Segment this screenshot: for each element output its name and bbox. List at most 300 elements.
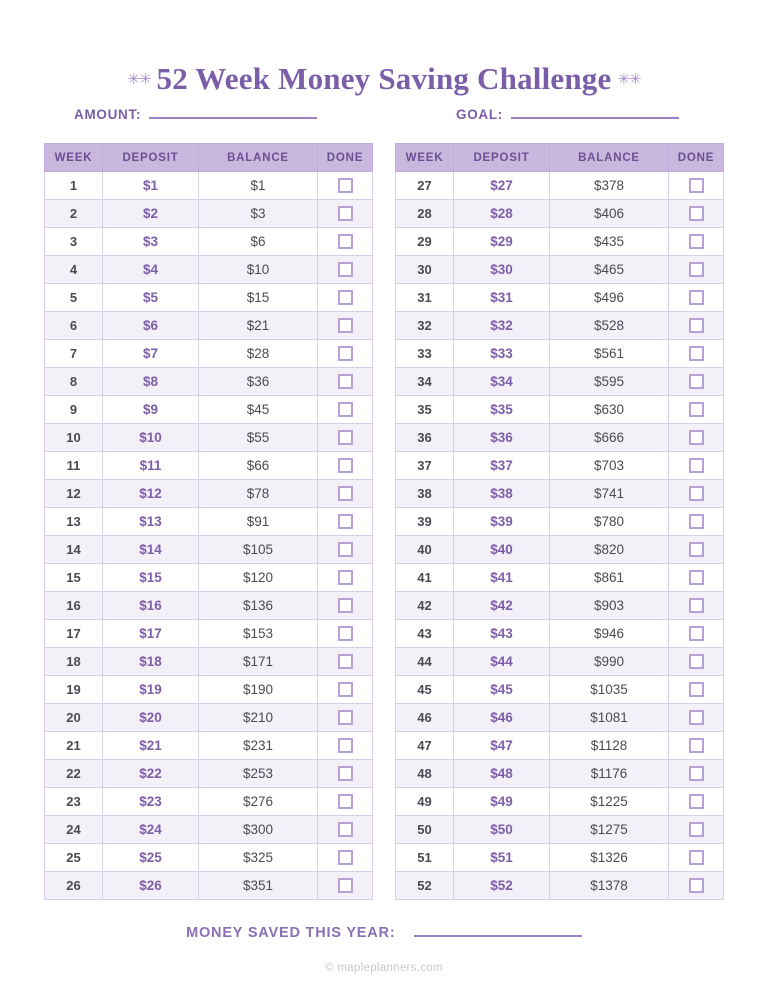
cell-week: 46 <box>396 704 454 732</box>
table-body-second-half <box>396 172 724 900</box>
column-header-week: WEEK <box>396 144 454 172</box>
checkbox-icon[interactable] <box>689 458 704 473</box>
checkbox-icon[interactable] <box>338 738 353 753</box>
table-row <box>45 200 373 228</box>
checkbox-icon[interactable] <box>338 682 353 697</box>
table-row <box>396 228 724 256</box>
cell-week: 28 <box>396 200 454 228</box>
checkbox-icon[interactable] <box>689 514 704 529</box>
cell-done <box>669 732 724 760</box>
checkbox-icon[interactable] <box>338 458 353 473</box>
cell-deposit: $42 <box>454 592 550 620</box>
cell-balance: $28 <box>199 340 318 368</box>
cell-balance: $903 <box>550 592 669 620</box>
cell-done <box>669 200 724 228</box>
cell-week: 37 <box>396 452 454 480</box>
cell-week: 34 <box>396 368 454 396</box>
table-row <box>396 396 724 424</box>
checkbox-icon[interactable] <box>338 626 353 641</box>
cell-deposit: $14 <box>103 536 199 564</box>
checkbox-icon[interactable] <box>338 206 353 221</box>
cell-done <box>318 200 373 228</box>
cell-done <box>318 508 373 536</box>
table-row <box>45 312 373 340</box>
cell-deposit: $31 <box>454 284 550 312</box>
cell-deposit: $18 <box>103 648 199 676</box>
cell-deposit: $51 <box>454 844 550 872</box>
cell-week: 5 <box>45 284 103 312</box>
checkbox-icon[interactable] <box>689 738 704 753</box>
table-row <box>396 844 724 872</box>
cell-week: 52 <box>396 872 454 900</box>
cell-deposit: $28 <box>454 200 550 228</box>
column-header-done: DONE <box>669 144 724 172</box>
checkbox-icon[interactable] <box>689 178 704 193</box>
cell-done <box>669 872 724 900</box>
cell-done <box>318 424 373 452</box>
cell-deposit: $45 <box>454 676 550 704</box>
cell-deposit: $21 <box>103 732 199 760</box>
goal-label: GOAL: <box>456 107 503 122</box>
cell-balance: $741 <box>550 480 669 508</box>
column-header-deposit: DEPOSIT <box>454 144 550 172</box>
cell-week: 15 <box>45 564 103 592</box>
cell-deposit: $24 <box>103 816 199 844</box>
checkbox-icon[interactable] <box>689 318 704 333</box>
cell-done <box>318 844 373 872</box>
table-row <box>45 536 373 564</box>
cell-balance: $496 <box>550 284 669 312</box>
cell-balance: $21 <box>199 312 318 340</box>
site-credit: © mapleplanners.com <box>325 962 443 974</box>
table-row <box>45 480 373 508</box>
checkbox-icon[interactable] <box>689 570 704 585</box>
cell-balance: $1378 <box>550 872 669 900</box>
cell-deposit: $20 <box>103 704 199 732</box>
table-row <box>45 704 373 732</box>
cell-done <box>669 704 724 732</box>
cell-deposit: $12 <box>103 480 199 508</box>
cell-balance: $78 <box>199 480 318 508</box>
table-row <box>396 256 724 284</box>
table-row <box>45 508 373 536</box>
checkbox-icon[interactable] <box>689 234 704 249</box>
cell-week: 23 <box>45 788 103 816</box>
cell-balance: $6 <box>199 228 318 256</box>
cell-week: 43 <box>396 620 454 648</box>
cell-deposit: $49 <box>454 788 550 816</box>
cell-done <box>318 648 373 676</box>
checkbox-icon[interactable] <box>338 514 353 529</box>
cell-deposit: $2 <box>103 200 199 228</box>
table-row <box>396 704 724 732</box>
savings-table-second-half <box>395 143 724 900</box>
cell-balance: $1275 <box>550 816 669 844</box>
table-row <box>45 872 373 900</box>
checkbox-icon[interactable] <box>689 766 704 781</box>
cell-done <box>318 396 373 424</box>
cell-balance: $1128 <box>550 732 669 760</box>
cell-deposit: $7 <box>103 340 199 368</box>
cell-week: 12 <box>45 480 103 508</box>
checkbox-icon[interactable] <box>338 262 353 277</box>
cell-balance: $1225 <box>550 788 669 816</box>
cell-done <box>669 452 724 480</box>
cell-week: 26 <box>45 872 103 900</box>
cell-week: 44 <box>396 648 454 676</box>
table-row <box>396 424 724 452</box>
cell-done <box>669 172 724 200</box>
cell-deposit: $25 <box>103 844 199 872</box>
cell-balance: $36 <box>199 368 318 396</box>
checkbox-icon[interactable] <box>689 850 704 865</box>
cell-week: 39 <box>396 508 454 536</box>
cell-deposit: $26 <box>103 872 199 900</box>
cell-deposit: $37 <box>454 452 550 480</box>
page-title-label: 52 Week Money Saving Challenge <box>156 60 612 96</box>
cell-done <box>318 732 373 760</box>
table-row <box>45 788 373 816</box>
checkbox-icon[interactable] <box>338 430 353 445</box>
cell-week: 2 <box>45 200 103 228</box>
cell-done <box>669 564 724 592</box>
savings-table-first-half <box>44 143 373 900</box>
cell-deposit: $46 <box>454 704 550 732</box>
column-header-deposit: DEPOSIT <box>103 144 199 172</box>
cell-done <box>318 228 373 256</box>
table-row <box>396 620 724 648</box>
cell-deposit: $30 <box>454 256 550 284</box>
cell-week: 9 <box>45 396 103 424</box>
cell-balance: $3 <box>199 200 318 228</box>
table-row <box>396 788 724 816</box>
cell-balance: $171 <box>199 648 318 676</box>
checkbox-icon[interactable] <box>689 346 704 361</box>
table-header-row <box>45 144 373 172</box>
table-row <box>45 620 373 648</box>
cell-deposit: $52 <box>454 872 550 900</box>
checkbox-icon[interactable] <box>338 654 353 669</box>
table-row <box>396 200 724 228</box>
asterisk-decoration-left: ✳✳ <box>127 69 151 88</box>
cell-done <box>318 368 373 396</box>
cell-done <box>669 592 724 620</box>
cell-deposit: $35 <box>454 396 550 424</box>
cell-balance: $153 <box>199 620 318 648</box>
cell-balance: $10 <box>199 256 318 284</box>
asterisk-decoration-right: ✳✳ <box>617 69 641 88</box>
cell-balance: $45 <box>199 396 318 424</box>
cell-deposit: $4 <box>103 256 199 284</box>
table-row <box>45 340 373 368</box>
checkbox-icon[interactable] <box>689 542 704 557</box>
cell-balance: $120 <box>199 564 318 592</box>
checkbox-icon[interactable] <box>689 878 704 893</box>
checkbox-icon[interactable] <box>689 822 704 837</box>
money-saved-input[interactable] <box>414 922 582 937</box>
amount-label: AMOUNT: <box>74 107 142 122</box>
table-row <box>45 648 373 676</box>
cell-week: 45 <box>396 676 454 704</box>
cell-week: 7 <box>45 340 103 368</box>
cell-week: 13 <box>45 508 103 536</box>
table-row <box>45 396 373 424</box>
cell-week: 33 <box>396 340 454 368</box>
checkbox-icon[interactable] <box>689 486 704 501</box>
cell-done <box>318 676 373 704</box>
table-row <box>396 340 724 368</box>
checkbox-icon[interactable] <box>338 570 353 585</box>
cell-week: 35 <box>396 396 454 424</box>
table-row <box>396 816 724 844</box>
cell-week: 4 <box>45 256 103 284</box>
table-row <box>45 732 373 760</box>
column-header-balance: BALANCE <box>550 144 669 172</box>
table-row <box>45 424 373 452</box>
cell-balance: $990 <box>550 648 669 676</box>
cell-week: 1 <box>45 172 103 200</box>
cell-deposit: $23 <box>103 788 199 816</box>
cell-deposit: $33 <box>454 340 550 368</box>
cell-balance: $66 <box>199 452 318 480</box>
cell-done <box>318 760 373 788</box>
savings-tables <box>44 143 724 900</box>
cell-deposit: $43 <box>454 620 550 648</box>
cell-done <box>669 284 724 312</box>
cell-deposit: $17 <box>103 620 199 648</box>
checkbox-icon[interactable] <box>338 234 353 249</box>
amount-input[interactable] <box>149 104 317 119</box>
cell-done <box>669 620 724 648</box>
page-title-text <box>127 60 641 96</box>
checkbox-icon[interactable] <box>338 850 353 865</box>
cell-week: 48 <box>396 760 454 788</box>
cell-balance: $351 <box>199 872 318 900</box>
checkbox-icon[interactable] <box>338 766 353 781</box>
cell-week: 25 <box>45 844 103 872</box>
cell-week: 41 <box>396 564 454 592</box>
cell-balance: $55 <box>199 424 318 452</box>
checkbox-icon[interactable] <box>338 878 353 893</box>
cell-done <box>318 536 373 564</box>
cell-balance: $820 <box>550 536 669 564</box>
cell-done <box>318 256 373 284</box>
cell-week: 3 <box>45 228 103 256</box>
table-row <box>396 648 724 676</box>
checkbox-icon[interactable] <box>689 374 704 389</box>
cell-done <box>669 480 724 508</box>
table-row <box>396 536 724 564</box>
cell-deposit: $50 <box>454 816 550 844</box>
page-title <box>0 0 768 115</box>
cell-done <box>318 704 373 732</box>
cell-balance: $703 <box>550 452 669 480</box>
table-row <box>396 564 724 592</box>
table-row <box>45 452 373 480</box>
cell-done <box>669 788 724 816</box>
checkbox-icon[interactable] <box>338 374 353 389</box>
cell-balance: $210 <box>199 704 318 732</box>
checkbox-icon[interactable] <box>338 346 353 361</box>
cell-done <box>669 368 724 396</box>
cell-week: 6 <box>45 312 103 340</box>
cell-week: 36 <box>396 424 454 452</box>
cell-deposit: $1 <box>103 172 199 200</box>
cell-balance: $561 <box>550 340 669 368</box>
checkbox-icon[interactable] <box>689 710 704 725</box>
cell-done <box>669 256 724 284</box>
cell-week: 32 <box>396 312 454 340</box>
table-row <box>45 228 373 256</box>
cell-deposit: $16 <box>103 592 199 620</box>
cell-done <box>669 760 724 788</box>
cell-done <box>669 312 724 340</box>
table-row <box>45 844 373 872</box>
table-row <box>396 284 724 312</box>
cell-week: 18 <box>45 648 103 676</box>
cell-balance: $861 <box>550 564 669 592</box>
cell-deposit: $11 <box>103 452 199 480</box>
cell-balance: $1 <box>199 172 318 200</box>
cell-deposit: $5 <box>103 284 199 312</box>
cell-done <box>669 508 724 536</box>
cell-deposit: $48 <box>454 760 550 788</box>
cell-balance: $1176 <box>550 760 669 788</box>
checkbox-icon[interactable] <box>689 430 704 445</box>
cell-done <box>669 396 724 424</box>
cell-week: 29 <box>396 228 454 256</box>
cell-done <box>318 340 373 368</box>
cell-balance: $435 <box>550 228 669 256</box>
cell-deposit: $34 <box>454 368 550 396</box>
cell-balance: $231 <box>199 732 318 760</box>
cell-balance: $276 <box>199 788 318 816</box>
checkbox-icon[interactable] <box>338 290 353 305</box>
cell-balance: $780 <box>550 508 669 536</box>
cell-deposit: $40 <box>454 536 550 564</box>
cell-week: 47 <box>396 732 454 760</box>
cell-week: 10 <box>45 424 103 452</box>
cell-done <box>318 816 373 844</box>
cell-deposit: $39 <box>454 508 550 536</box>
checkbox-icon[interactable] <box>689 682 704 697</box>
cell-balance: $300 <box>199 816 318 844</box>
cell-week: 38 <box>396 480 454 508</box>
cell-balance: $15 <box>199 284 318 312</box>
checkbox-icon[interactable] <box>338 178 353 193</box>
cell-balance: $105 <box>199 536 318 564</box>
cell-deposit: $6 <box>103 312 199 340</box>
table-row <box>45 676 373 704</box>
cell-deposit: $9 <box>103 396 199 424</box>
cell-deposit: $29 <box>454 228 550 256</box>
cell-week: 8 <box>45 368 103 396</box>
checkbox-icon[interactable] <box>338 822 353 837</box>
checkbox-icon[interactable] <box>338 794 353 809</box>
table-row <box>396 592 724 620</box>
table-row <box>396 452 724 480</box>
cell-done <box>318 172 373 200</box>
cell-deposit: $10 <box>103 424 199 452</box>
cell-week: 11 <box>45 452 103 480</box>
cell-deposit: $3 <box>103 228 199 256</box>
cell-deposit: $19 <box>103 676 199 704</box>
cell-week: 14 <box>45 536 103 564</box>
cell-balance: $406 <box>550 200 669 228</box>
checkbox-icon[interactable] <box>689 626 704 641</box>
cell-week: 30 <box>396 256 454 284</box>
cell-done <box>318 620 373 648</box>
checkbox-icon[interactable] <box>689 262 704 277</box>
cell-balance: $1035 <box>550 676 669 704</box>
cell-deposit: $15 <box>103 564 199 592</box>
table-row <box>396 732 724 760</box>
cell-deposit: $41 <box>454 564 550 592</box>
column-header-done: DONE <box>318 144 373 172</box>
table-row <box>396 368 724 396</box>
cell-week: 17 <box>45 620 103 648</box>
checkbox-icon[interactable] <box>689 794 704 809</box>
cell-deposit: $13 <box>103 508 199 536</box>
checkbox-icon[interactable] <box>689 598 704 613</box>
cell-done <box>318 872 373 900</box>
cell-deposit: $38 <box>454 480 550 508</box>
checkbox-icon[interactable] <box>689 206 704 221</box>
checkbox-icon[interactable] <box>338 486 353 501</box>
cell-balance: $253 <box>199 760 318 788</box>
table-row <box>45 284 373 312</box>
checkbox-icon[interactable] <box>338 598 353 613</box>
checkbox-icon[interactable] <box>689 290 704 305</box>
table-row <box>45 760 373 788</box>
cell-done <box>318 788 373 816</box>
table-row <box>396 676 724 704</box>
cell-deposit: $47 <box>454 732 550 760</box>
checkbox-icon[interactable] <box>338 710 353 725</box>
cell-balance: $528 <box>550 312 669 340</box>
cell-balance: $1081 <box>550 704 669 732</box>
cell-week: 51 <box>396 844 454 872</box>
table-body-first-half <box>45 172 373 900</box>
table-row <box>45 564 373 592</box>
table-row <box>45 592 373 620</box>
cell-week: 50 <box>396 816 454 844</box>
cell-balance: $136 <box>199 592 318 620</box>
checkbox-icon[interactable] <box>338 318 353 333</box>
column-header-week: WEEK <box>45 144 103 172</box>
cell-deposit: $36 <box>454 424 550 452</box>
goal-input[interactable] <box>511 104 679 119</box>
cell-done <box>669 676 724 704</box>
checkbox-icon[interactable] <box>338 542 353 557</box>
cell-balance: $465 <box>550 256 669 284</box>
cell-done <box>318 592 373 620</box>
cell-balance: $1326 <box>550 844 669 872</box>
table-row <box>45 368 373 396</box>
checkbox-icon[interactable] <box>338 402 353 417</box>
cell-week: 19 <box>45 676 103 704</box>
cell-deposit: $8 <box>103 368 199 396</box>
checkbox-icon[interactable] <box>689 654 704 669</box>
cell-balance: $91 <box>199 508 318 536</box>
table-row <box>396 508 724 536</box>
cell-done <box>318 564 373 592</box>
cell-week: 21 <box>45 732 103 760</box>
cell-week: 24 <box>45 816 103 844</box>
checkbox-icon[interactable] <box>689 402 704 417</box>
goal-field <box>456 104 679 122</box>
cell-deposit: $32 <box>454 312 550 340</box>
